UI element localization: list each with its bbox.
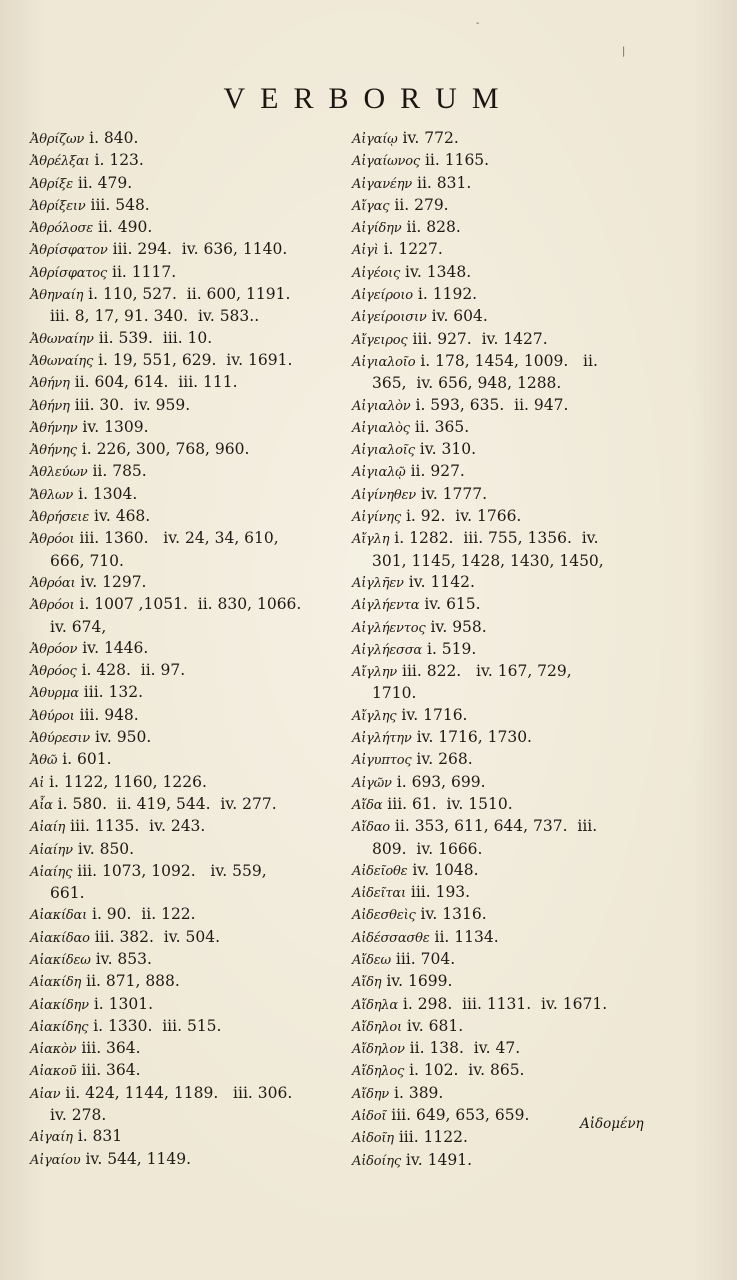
entry-references: ii. 1165. (424, 151, 490, 170)
entry-headword: Αἰδεῖοθε (352, 863, 408, 879)
entry-references: i. 1227. (383, 240, 443, 259)
entry-references: iv. 1316. (420, 905, 487, 924)
index-entry (352, 727, 652, 749)
entry-references: iv. 268. (416, 750, 473, 769)
entry-headword: Αἰαίη (30, 820, 66, 836)
entry-references: iv. 1699. (386, 972, 453, 991)
index-entry (30, 949, 335, 971)
entry-headword: Ἀθυρμα (30, 686, 79, 702)
entry-references: iii. 1135. iv. 243. (70, 817, 206, 836)
index-entry (352, 904, 652, 926)
entry-references: iii. 548. (90, 195, 150, 214)
entry-references: ii. 871, 888. (86, 972, 180, 991)
entry-headword: Αἰαίης (30, 864, 73, 880)
entry-headword: Αἰδοίης (352, 1153, 401, 1169)
entry-continuation: 809. iv. 1666. (372, 839, 483, 858)
index-entry (30, 528, 335, 550)
entry-headword: Αἰαν (30, 1086, 61, 1102)
entry-headword: Αἴγλη (352, 532, 390, 548)
entry-headword: Αἰγίνης (352, 510, 401, 526)
entry-headword: Αἰδεῖται (352, 886, 406, 902)
index-entry (30, 1126, 335, 1148)
print-mark: - (476, 18, 480, 29)
entry-headword: Αἰγλήεντα (352, 598, 420, 614)
index-entry (352, 150, 652, 172)
entry-headword: Ἀθρόαι (30, 575, 76, 591)
index-entry (352, 306, 652, 328)
index-entry (352, 971, 652, 993)
entry-references: iv. 1446. (82, 638, 149, 657)
entry-references: i. 593, 635. ii. 947. (415, 395, 569, 414)
entry-references: iv. 1297. (80, 572, 147, 591)
entry-headword: Αἰγαίῳ (352, 132, 398, 147)
index-entry (30, 439, 335, 461)
entry-headword: Αἰγιαλὸν (352, 398, 411, 414)
index-entry (352, 439, 652, 461)
entry-references: iii. 364. (81, 1039, 141, 1058)
entry-headword: Αἰγανέην (352, 176, 413, 192)
entry-references: ii. 539. iii. 10. (98, 328, 213, 347)
entry-references: iii. 61. iv. 1510. (387, 794, 513, 813)
index-entry (352, 217, 652, 239)
entry-headword: Ἀθήνης (30, 443, 77, 459)
entry-headword: Αἰγὶ (352, 243, 379, 259)
entry-references: iv. 1777. (420, 484, 488, 503)
index-entry (352, 506, 652, 528)
entry-headword: Αἶα (30, 797, 53, 813)
index-entry (30, 727, 335, 749)
entry-references: ii. 785. (92, 462, 147, 481)
entry-references: i. 1304. (78, 484, 138, 503)
entry-continuation: 666, 710. (50, 551, 124, 570)
index-entry (30, 638, 335, 660)
index-entry (30, 994, 335, 1016)
index-entry (30, 861, 335, 883)
entry-continuation: iii. 8, 17, 91. 340. iv. 583.. (50, 307, 260, 326)
entry-headword: Ἀθύροι (30, 708, 75, 724)
index-entry (30, 262, 335, 284)
entry-references: iv. 544, 1149. (85, 1149, 192, 1168)
index-entry (352, 617, 652, 639)
index-entry (352, 639, 652, 661)
index-entry (352, 128, 652, 150)
index-entry (30, 128, 335, 150)
entry-headword: Αἰγαίου (30, 1152, 81, 1168)
entry-references: iii. 1122. (398, 1128, 468, 1147)
entry-headword: Αἴδα (352, 797, 383, 813)
entry-headword: Αἰακὸν (30, 1042, 77, 1058)
index-entry (352, 927, 652, 949)
entry-headword: Ἀθρόλοσε (30, 221, 94, 237)
entry-headword: Ἀθύρεσιν (30, 731, 91, 747)
entry-references: i. 178, 1454, 1009. ii. (420, 351, 598, 370)
entry-headword: Αἰδοῖ (352, 1109, 387, 1125)
entry-references: i. 1282. iii. 755, 1356. iv. (394, 529, 599, 548)
entry-headword: Αἰγλῆεν (352, 575, 404, 591)
index-entry (352, 284, 652, 306)
entry-references: iv. 850. (77, 839, 135, 858)
print-mark: | (622, 46, 626, 57)
index-entry (352, 528, 652, 550)
entry-references: i. 1301. (93, 994, 153, 1013)
entry-references: iii. 294. iv. 636, 1140. (112, 240, 288, 259)
entry-references: iv. 772. (402, 129, 459, 147)
entry-headword: Ἀθρίσφατος (30, 265, 108, 281)
index-entry (352, 1083, 652, 1105)
index-entry (30, 328, 335, 350)
entry-references: ii. 1134. (434, 927, 499, 946)
page-title: VERBORUM (223, 82, 514, 115)
index-entry (352, 994, 652, 1016)
entry-headword: Αἰγιαλῷ (352, 465, 406, 481)
entry-headword: Ἄθλων (30, 487, 74, 503)
entry-references: iii. 927. iv. 1427. (412, 329, 548, 348)
index-entry (30, 506, 335, 528)
index-entry (30, 1149, 335, 1171)
index-entry (352, 572, 652, 594)
entry-headword: Αἰγλήτην (352, 731, 412, 747)
entry-references: iii. 30. iv. 959. (74, 395, 191, 414)
entry-references: iv. 1348. (405, 262, 472, 281)
index-entry (30, 682, 335, 704)
index-entry (30, 195, 335, 217)
entry-headword: Ἀθρόοι (30, 532, 75, 548)
entry-references: i. 102. iv. 865. (409, 1061, 525, 1080)
index-entry (30, 904, 335, 926)
index-entry (352, 860, 652, 882)
index-entry (352, 1016, 652, 1038)
index-entry (352, 949, 652, 971)
entry-references: i. 226, 300, 768, 960. (81, 440, 250, 459)
entry-references: iii. 382. iv. 504. (94, 927, 221, 946)
index-entry (30, 350, 335, 372)
index-column-right (352, 128, 652, 1172)
entry-headword: Αἰγιαλοῖο (352, 354, 416, 370)
entry-references: ii. 1117. (112, 262, 177, 281)
entry-references: iv. 1048. (412, 860, 479, 879)
index-entry (352, 417, 652, 439)
index-entry (30, 1083, 335, 1105)
entry-headword: Ἀθρόοι (30, 598, 75, 614)
entry-headword: Αἰγείροιο (352, 288, 413, 304)
catchword: Αἰδομένη (580, 1116, 644, 1132)
entry-references: i. 90. ii. 122. (92, 905, 196, 924)
entry-headword: Αἰδέσσασθε (352, 930, 430, 946)
index-entry (30, 284, 335, 306)
index-entry (30, 927, 335, 949)
entry-references: ii. 365. (414, 417, 470, 436)
entry-headword: Αἴδηλοι (352, 1019, 402, 1035)
entry-references: iii. 1073, 1092. iv. 559, (77, 861, 267, 880)
entry-references: ii. 279. (394, 195, 449, 214)
index-entry (352, 395, 652, 417)
entry-headword: Αἴδηλον (352, 1042, 405, 1058)
entry-references: iv. 1716. (401, 705, 468, 724)
entry-headword: Αἴδαο (352, 820, 390, 836)
entry-headword: Ἀθρίξε (30, 176, 73, 192)
entry-headword: Αἴδη (352, 975, 382, 991)
index-entry (30, 816, 335, 838)
index-entry (30, 749, 335, 771)
entry-references: i. 693, 699. (396, 772, 486, 791)
entry-continuation: iv. 278. (50, 1106, 107, 1125)
entry-headword: Αἴδην (352, 1086, 390, 1102)
entry-references: iv. 604. (431, 307, 488, 326)
index-entry (352, 262, 652, 284)
entry-references: i. 519. (427, 639, 477, 658)
index-entry (352, 173, 652, 195)
entry-references: iv. 681. (406, 1016, 464, 1035)
entry-headword: Αἴδηλα (352, 997, 398, 1013)
entry-references: iii. 822. iv. 167, 729, (402, 662, 572, 681)
entry-references: iv. 1309. (82, 417, 149, 436)
entry-headword: Αἰγείροισιν (352, 310, 427, 326)
entry-headword: Αἰαίην (30, 842, 73, 858)
entry-headword: Αἰακίδαι (30, 908, 87, 924)
index-entry (30, 173, 335, 195)
entry-references: i. 110, 527. ii. 600, 1191. (88, 285, 291, 304)
entry-headword: Αἰγιαλὸς (352, 420, 410, 436)
index-entry (352, 329, 652, 351)
entry-references: i. 123. (94, 151, 144, 170)
index-entry (30, 1060, 335, 1082)
entry-headword: Αἰακίδη (30, 975, 82, 991)
index-entry (30, 839, 335, 861)
entry-headword: Αἰγιαλοῖς (352, 443, 415, 459)
entry-references: ii. 604, 614. iii. 111. (74, 373, 238, 392)
index-entry (352, 1150, 652, 1172)
entry-headword: Αἰγέοις (352, 265, 401, 281)
entry-references: ii. 479. (77, 173, 133, 192)
index-entry (352, 705, 652, 727)
entry-references: i. 1192. (417, 285, 478, 304)
entry-references: i. 428. ii. 97. (81, 661, 186, 680)
entry-references: iii. 704. (395, 949, 456, 968)
entry-references: iv. 1491. (405, 1150, 473, 1169)
entry-references: iii. 193. (410, 883, 471, 902)
entry-continuation: iv. 674, (50, 617, 107, 636)
entry-references: iv. 950. (95, 728, 152, 747)
entry-headword: Ἀθρίξειν (30, 198, 86, 214)
entry-references: iii. 364. (81, 1061, 141, 1080)
entry-headword: Αἰγυπτος (352, 753, 412, 769)
entry-headword: Αἰακίδης (30, 1019, 89, 1035)
index-entry (352, 661, 652, 683)
entry-references: i. 1330. iii. 515. (93, 1016, 222, 1035)
entry-headword: Ἀθήνη (30, 376, 70, 392)
entry-continuation: 1710. (372, 684, 417, 703)
entry-references: iv. 853. (95, 949, 152, 968)
entry-references: ii. 138. iv. 47. (409, 1039, 521, 1058)
index-entry (30, 461, 335, 483)
entry-headword: Ἀθρέλξαι (30, 154, 90, 170)
entry-references: iv. 1142. (408, 572, 475, 591)
index-entry (30, 594, 335, 616)
entry-headword: Ἀθηναίη (30, 288, 84, 304)
entry-references: iv. 615. (424, 595, 481, 614)
entry-references: iv. 958. (430, 617, 487, 636)
index-entry (30, 217, 335, 239)
entry-headword: Αἰγίδην (352, 221, 402, 237)
index-entry (30, 150, 335, 172)
entry-headword: Αἰγλήεντος (352, 620, 426, 636)
index-entry (30, 1016, 335, 1038)
index-entry (30, 239, 335, 261)
entry-references: i. 1122, 1160, 1226. (49, 772, 207, 791)
entry-headword: Αἰ (30, 775, 45, 791)
entry-headword: Ἀθρίζων (30, 132, 85, 147)
index-entry (30, 417, 335, 439)
index-entry (352, 749, 652, 771)
entry-references: ii. 828. (406, 218, 461, 237)
entry-headword: Αἰγαίη (30, 1130, 73, 1146)
index-entry (352, 1060, 652, 1082)
entry-references: i. 601. (62, 750, 112, 769)
entry-references: iv. 310. (419, 440, 477, 459)
index-entry (30, 772, 335, 794)
entry-headword: Ἀθρόον (30, 641, 78, 657)
entry-references: i. 19, 551, 629. iv. 1691. (98, 350, 293, 369)
index-entry (30, 572, 335, 594)
entry-references: i. 92. iv. 1766. (405, 507, 522, 526)
entry-headword: Αἴγλης (352, 708, 397, 724)
entry-headword: Ἀθωναίην (30, 331, 94, 347)
entry-continuation: 301, 1145, 1428, 1430, 1450, (372, 551, 604, 570)
entry-continuation: 661. (50, 884, 85, 903)
entry-references: i. 1007 ,1051. ii. 830, 1066. (79, 595, 302, 614)
index-entry (352, 594, 652, 616)
entry-headword: Αἰγῶν (352, 775, 392, 791)
entry-headword: Αἰακίδην (30, 997, 89, 1013)
entry-references: ii. 831. (417, 173, 472, 192)
entry-references: iii. 132. (83, 683, 144, 702)
index-entry (30, 971, 335, 993)
entry-headword: Αἰακίδεω (30, 952, 91, 968)
entry-headword: Ἀθρήσειε (30, 510, 89, 526)
entry-references: ii. 490. (98, 218, 153, 237)
entry-headword: Ἀθρόος (30, 664, 77, 680)
entry-headword: Ἀθωναίης (30, 353, 94, 369)
entry-headword: Αἰγίνηθεν (352, 487, 416, 503)
entry-headword: Αἰδοῖη (352, 1131, 394, 1147)
index-entry (30, 395, 335, 417)
entry-headword: Ἀθήνη (30, 398, 70, 414)
entry-continuation: 365, iv. 656, 948, 1288. (372, 374, 562, 393)
entry-references: iii. 948. (79, 705, 139, 724)
entry-references: iv. 1716, 1730. (416, 728, 532, 747)
index-entry (352, 1038, 652, 1060)
index-entry (30, 660, 335, 682)
entry-references: i. 580. ii. 419, 544. iv. 277. (57, 794, 277, 813)
entry-headword: Ἀθήνην (30, 420, 78, 436)
index-entry (30, 705, 335, 727)
entry-references: i. 298. iii. 1131. iv. 1671. (402, 994, 608, 1013)
index-entry (352, 484, 652, 506)
entry-headword: Αἰδεσθεὶς (352, 908, 416, 924)
entry-references: i. 389. (394, 1083, 444, 1102)
index-entry (30, 484, 335, 506)
entry-references: ii. 424, 1144, 1189. iii. 306. (65, 1083, 293, 1102)
entry-references: i. 840. (89, 129, 139, 147)
index-entry (352, 794, 652, 816)
entry-headword: Αἰγλήεσσα (352, 642, 422, 658)
entry-headword: Αἴδηλος (352, 1064, 405, 1080)
index-entry (352, 772, 652, 794)
entry-headword: Αἴγας (352, 198, 390, 214)
index-entry (30, 1038, 335, 1060)
index-entry (352, 882, 652, 904)
entry-headword: Αἰγαίωνος (352, 154, 420, 170)
entry-headword: Αἰακοῦ (30, 1064, 77, 1080)
index-entry (352, 461, 652, 483)
index-entry (30, 372, 335, 394)
entry-references: iv. 468. (93, 507, 151, 526)
entry-headword: Ἀθῶ (30, 753, 58, 769)
entry-references: ii. 353, 611, 644, 737. iii. (394, 817, 598, 836)
index-entry (352, 195, 652, 217)
index-entry (352, 239, 652, 261)
entry-references: iii. 649, 653, 659. (391, 1106, 530, 1125)
entry-references: iii. 1360. iv. 24, 34, 610, (79, 529, 279, 548)
entry-headword: Αἴγλην (352, 665, 397, 681)
index-column-left (30, 128, 335, 1171)
entry-headword: Αἴγειρος (352, 332, 408, 348)
entry-headword: Αἰακίδαο (30, 930, 90, 946)
entry-headword: Ἀθλεύων (30, 465, 88, 481)
entry-references: ii. 927. (410, 462, 465, 481)
entry-headword: Αἴδεω (352, 952, 391, 968)
entry-headword: Ἀθρίσφατον (30, 243, 108, 259)
index-entry (30, 794, 335, 816)
index-entry (352, 816, 652, 838)
entry-references: i. 831 (77, 1127, 123, 1146)
index-entry (352, 351, 652, 373)
